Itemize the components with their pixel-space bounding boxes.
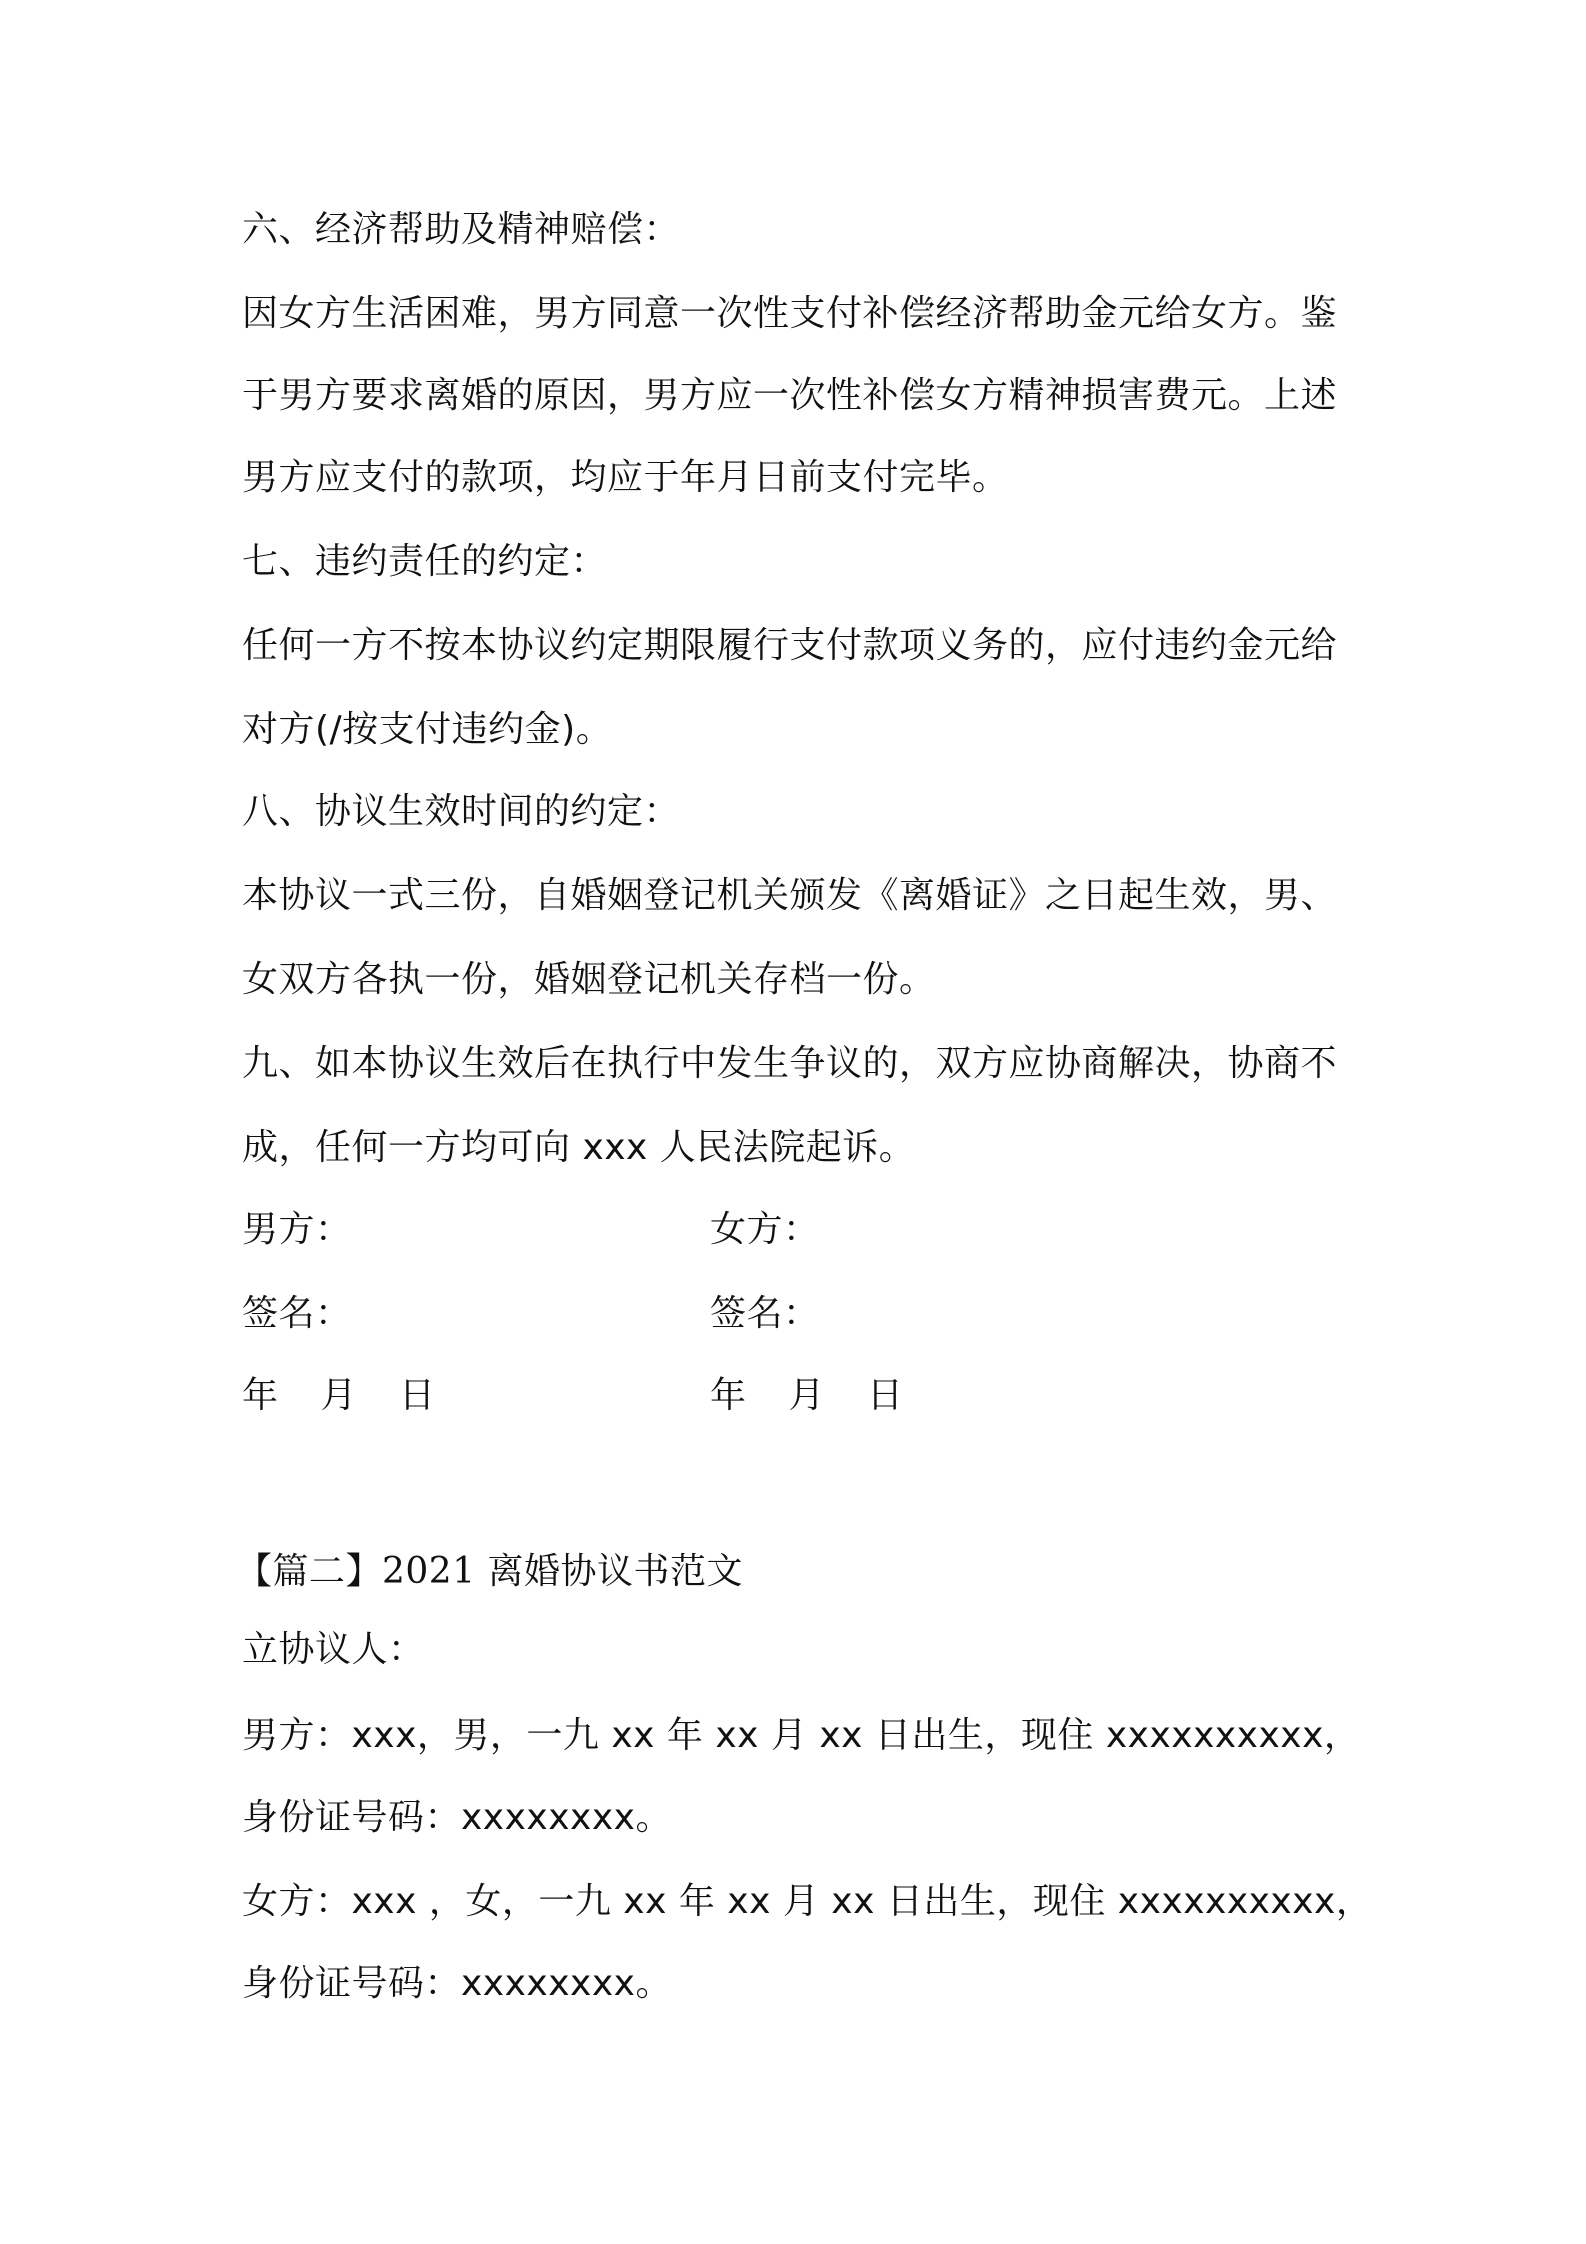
male-signature-label: 签名：	[242, 1293, 352, 1334]
female-signature-label: 签名：	[710, 1293, 820, 1334]
section-6-heading: 六、经济帮助及精神赔偿：	[242, 209, 681, 250]
male-party-label: 男方：	[242, 1209, 352, 1250]
male-date-month: 月	[320, 1375, 358, 1416]
female-party-line-2: 身份证号码：xxxxxxxx。	[242, 1963, 672, 2004]
section-9-line-1: 九、如本协议生效后在执行中发生争议的，双方应协商解决，协商不	[242, 1043, 1338, 1084]
female-date-day: 日	[867, 1375, 904, 1416]
section-6-line-2: 于男方要求离婚的原因，男方应一次性补偿女方精神损害费元。上述	[242, 375, 1338, 416]
section-7-heading: 七、违约责任的约定：	[242, 541, 608, 582]
section-6-line-3: 男方应支付的款项，均应于年月日前支付完毕。	[242, 457, 1009, 498]
female-date-line	[710, 1372, 904, 1420]
section-7-line-2: 对方(/按支付违约金)。	[242, 709, 613, 750]
male-date-line	[242, 1372, 436, 1420]
male-party-line-1: 男方：xxx，男，一九 xx 年 xx 月 xx 日出生，现住 xxxxxxxxxx，	[242, 1715, 1361, 1756]
section-8-line-2: 女双方各执一份，婚姻登记机关存档一份。	[242, 959, 936, 1000]
male-party-line-2: 身份证号码：xxxxxxxx。	[242, 1797, 672, 1838]
male-date-year: 年	[242, 1375, 279, 1416]
section-6-line-1: 因女方生活困难，男方同意一次性支付补偿经济帮助金元给女方。鉴	[242, 293, 1338, 334]
part-2-title: 【篇二】2021 离婚协议书范文	[236, 1551, 744, 1592]
female-date-month: 月	[788, 1375, 826, 1416]
female-party-label: 女方：	[710, 1209, 820, 1250]
female-party-line-1: 女方：xxx ，女，一九 xx 年 xx 月 xx 日出生，现住 xxxxxxxxxx，	[242, 1881, 1373, 1922]
female-date-year: 年	[710, 1375, 747, 1416]
section-9-line-2: 成，任何一方均可向 xxx 人民法院起诉。	[242, 1127, 916, 1168]
section-8-heading: 八、协议生效时间的约定：	[242, 791, 681, 832]
section-8-line-1: 本协议一式三份，自婚姻登记机关颁发《离婚证》之日起生效，男、	[242, 875, 1338, 916]
male-date-day: 日	[399, 1375, 436, 1416]
party-label: 立协议人：	[242, 1629, 425, 1670]
section-7-line-1: 任何一方不按本协议约定期限履行支付款项义务的，应付违约金元给	[242, 625, 1338, 666]
